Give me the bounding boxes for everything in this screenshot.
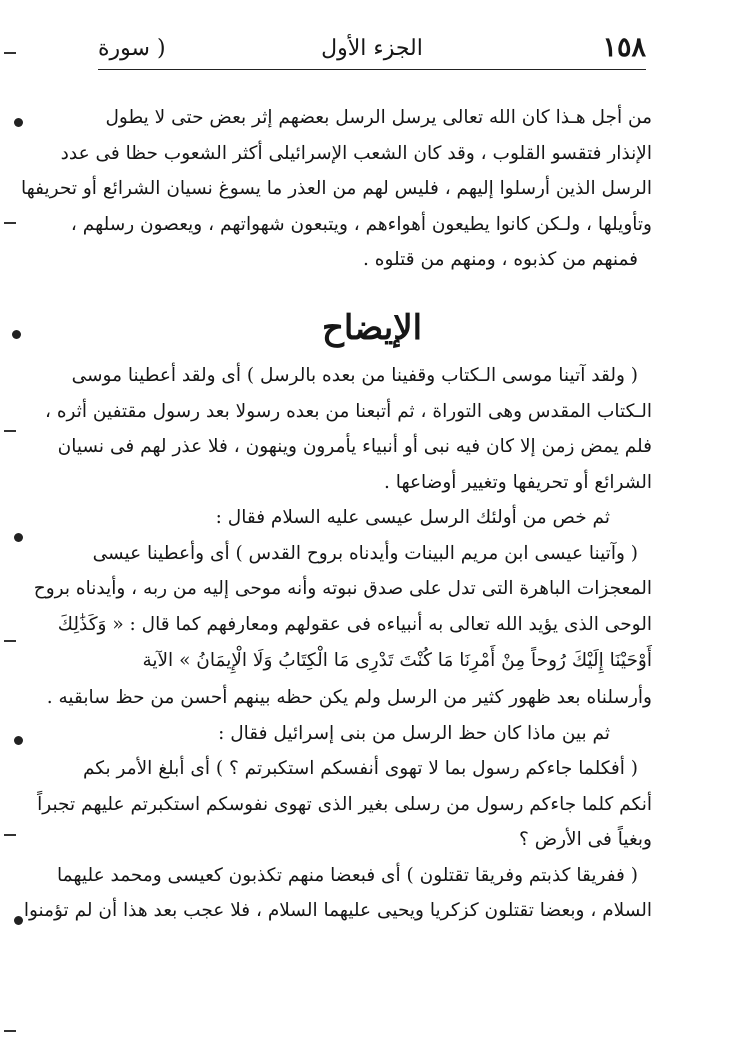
margin-dash	[4, 1030, 16, 1032]
page-number: ١٥٨	[602, 32, 646, 63]
margin-dash	[4, 222, 16, 224]
margin-dash	[4, 834, 16, 836]
margin-dot	[12, 330, 21, 339]
text-line: الإنذار فتقسو القلوب ، وقد كان الشعب الإسرائيلى أكثر الشعوب حظا فى عدد	[60, 142, 652, 164]
intro-paragraph	[21, 100, 652, 278]
text-line: الـكتاب المقدس وهى التوراة ، ثم أتبعنا من بعده رسولا بعد رسول مقتفين أثره ،	[44, 400, 652, 422]
text-line: ثم خص من أولئك الرسل عيسى عليه السلام فقال :	[215, 507, 610, 528]
margin-dot	[14, 916, 23, 925]
margin-dot	[14, 533, 23, 542]
text-line: من أجل هـذا كان الله تعالى يرسل الرسل بعضهم إثر بعض حتى لا يطول	[105, 107, 652, 128]
text-line: ( ولقد آتينا موسى الـكتاب وقفينا من بعده بالرسل ) أى ولقد أعطينا موسى	[71, 365, 638, 386]
text-line: ثم بين ماذا كان حظ الرسل من بنى إسرائيل فقال :	[218, 722, 610, 744]
text-line: ( ففريقا كذبتم وفريقا تقتلون ) أى فبعضا منهم تكذبون كعيسى ومحمد عليهما	[57, 864, 638, 886]
text-line: أنكم كلما جاءكم رسول من رسلى بغير الذى تهوى نفوسكم استكبرتم عليهم تجبراً	[37, 793, 652, 815]
text-line: أَوْحَيْنَا إِلَيْكَ رُوحاً مِنْ أَمْرِنَا مَا كُنْتَ تَدْرِى مَا الْكِتَابُ وَلَا الْإِيمَانُ » الآية	[142, 650, 652, 671]
text-line: فمنهم من كذبوه ، ومنهم من قتلوه .	[363, 249, 638, 270]
section-heading: الإيضاح	[321, 308, 423, 348]
text-line: الشرائع أو تحريفها وتغيير أوضاعها .	[384, 471, 652, 493]
part-title: الجزء الأول	[321, 36, 423, 61]
text-line: وتأويلها ، ولـكن كانوا يطيعون أهواءهم ، ويتبعون شهواتهم ، ويعصون رسلهم ،	[70, 213, 652, 235]
margin-dash	[4, 430, 16, 432]
margin-dash	[4, 52, 16, 54]
page-header	[98, 28, 646, 72]
header-rule	[98, 69, 646, 70]
text-line: ( أفكلما جاءكم رسول بما لا تهوى أنفسكم استكبرتم ؟ ) أى أبلغ الأمر بكم	[82, 758, 638, 779]
text-line: ( وآتينا عيسى ابن مريم البينات وأيدناه بروح القدس ) أى وأعطينا عيسى	[92, 542, 638, 564]
margin-dash	[4, 640, 16, 642]
explanation-body	[23, 358, 652, 929]
text-line: وبغياً فى الأرض ؟	[519, 829, 652, 850]
text-line: الوحى الذى يؤيد الله تعالى به أنبياءه فى عقولهم ومعارفهم كما قال : « وَكَذَٰلِكَ	[57, 613, 652, 635]
surah-label: ( سورة	[98, 36, 166, 61]
margin-dot	[14, 736, 23, 745]
text-line: الرسل الذين أرسلوا إليهم ، فليس لهم من العذر ما يسوغ نسيان الشرائع أو تحريفها	[21, 178, 652, 199]
margin-dot	[14, 118, 23, 127]
text-line: المعجزات الباهرة التى تدل على صدق نبوته وأنه موحى إليه من ربه ، وأيدناه بروح	[33, 578, 652, 599]
text-line: السلام ، وبعضا تقتلون كزكريا ويحيى عليهما السلام ، فلا عجب بعد هذا أن لم تؤمنوا	[23, 900, 652, 921]
text-line: وأرسلناه بعد ظهور كثير من الرسل ولم يكن حظه بينهم أحسن من حظ سابقيه .	[46, 687, 652, 708]
text-line: فلم يمض زمن إلا كان فيه نبى أو أنبياء يأمرون وينهون ، فلا عذر لهم فى نسيان	[57, 436, 652, 457]
